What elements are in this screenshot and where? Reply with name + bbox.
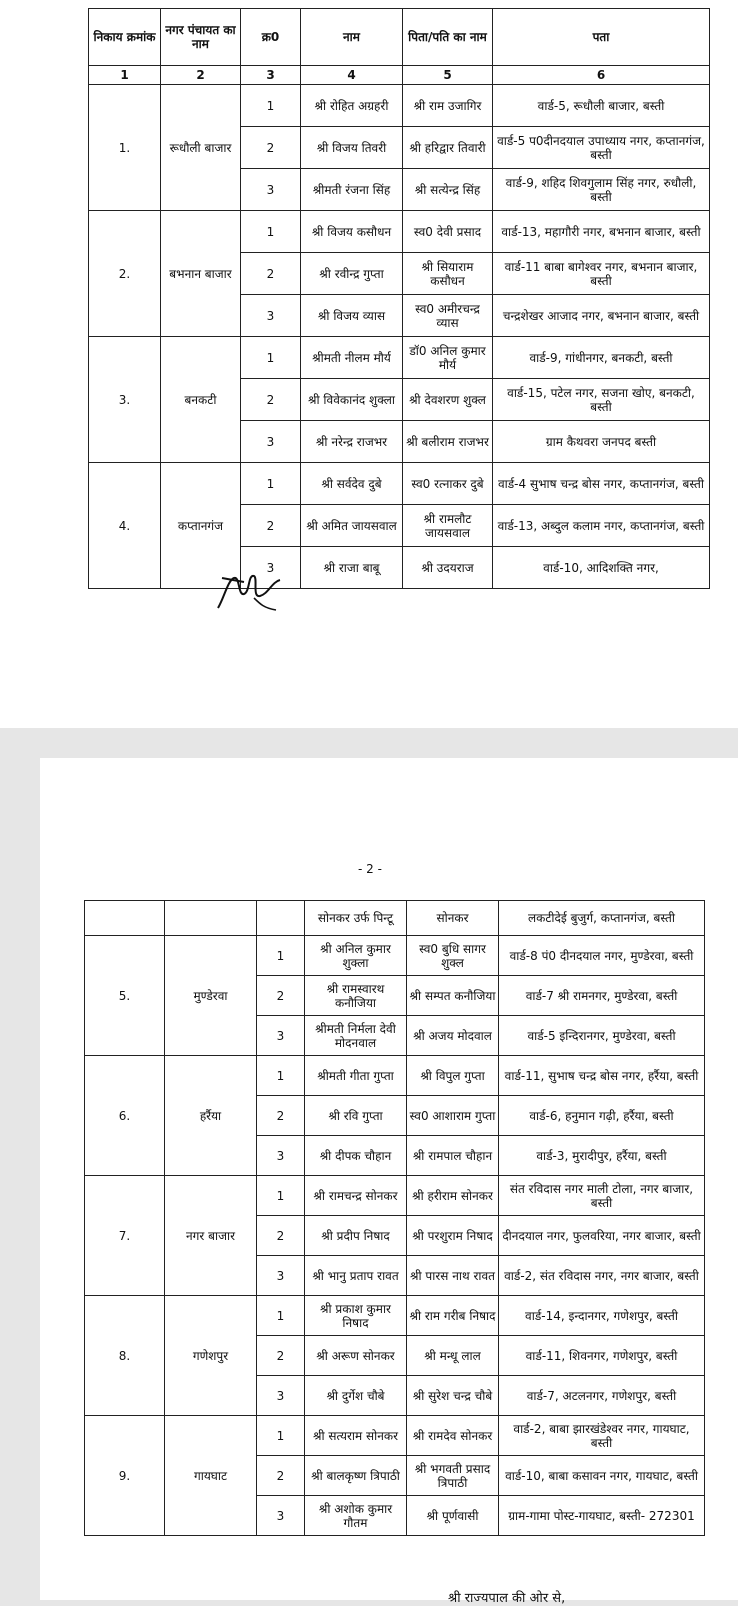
- member-name: सोनकर उर्फ पिन्टू: [305, 901, 407, 936]
- panchayat-name: रूधौली बाजार: [161, 85, 241, 211]
- serial-number: 8.: [85, 1296, 165, 1416]
- member-address: दीनदयाल नगर, फुलवरिया, नगर बाजार, बस्ती: [499, 1216, 705, 1256]
- member-name: श्री अरूण सोनकर: [305, 1336, 407, 1376]
- member-address: वार्ड-15, पटेल नगर, सजना खोए, बनकटी, बस्ती: [493, 379, 710, 421]
- table-row: [85, 1176, 705, 1216]
- row-kr: 1: [257, 936, 305, 976]
- row-kr: 2: [241, 505, 301, 547]
- member-address: वार्ड-5 इन्दिरानगर, मुण्डेरवा, बस्ती: [499, 1016, 705, 1056]
- table-row: [85, 936, 705, 976]
- father-husband-name: श्री सियाराम कसौधन: [403, 253, 493, 295]
- members-table-page-2: [84, 900, 705, 1536]
- empty-cell: [257, 901, 305, 936]
- father-husband-name: सोनकर: [407, 901, 499, 936]
- row-kr: 2: [257, 1216, 305, 1256]
- member-address: लकटीदेई बुजुर्ग, कप्तानगंज, बस्ती: [499, 901, 705, 936]
- member-address: चन्द्रशेखर आजाद नगर, बभनान बाजार, बस्ती: [493, 295, 710, 337]
- member-name: श्री रामस्वारथ कनौजिया: [305, 976, 407, 1016]
- member-address: वार्ड-8 पं0 दीनदयाल नगर, मुण्डेरवा, बस्ती: [499, 936, 705, 976]
- panchayat-name: गणेशपुर: [165, 1296, 257, 1416]
- panchayat-name: बनकटी: [161, 337, 241, 463]
- member-name: श्री भानु प्रताप रावत: [305, 1256, 407, 1296]
- father-husband-name: स्व0 देवी प्रसाद: [403, 211, 493, 253]
- row-kr: 1: [241, 211, 301, 253]
- member-address: ग्राम-गामा पोस्ट-गायघाट, बस्ती- 272301: [499, 1496, 705, 1536]
- member-name: श्री सत्यराम सोनकर: [305, 1416, 407, 1456]
- member-name: श्री रोहित अग्रहरी: [301, 85, 403, 127]
- column-number: 4: [301, 66, 403, 85]
- page-number: - 2 -: [358, 862, 382, 876]
- member-name: श्री अशोक कुमार गौतम: [305, 1496, 407, 1536]
- father-husband-name: श्री विपुल गुप्ता: [407, 1056, 499, 1096]
- serial-number: 9.: [85, 1416, 165, 1536]
- father-husband-name: श्री रामदेव सोनकर: [407, 1416, 499, 1456]
- serial-number: 2.: [89, 211, 161, 337]
- serial-number: 1.: [89, 85, 161, 211]
- father-husband-name: श्री सम्पत कनौजिया: [407, 976, 499, 1016]
- serial-number: 6.: [85, 1056, 165, 1176]
- member-address: वार्ड-6, हनुमान गढ़ी, हर्रैया, बस्ती: [499, 1096, 705, 1136]
- member-name: श्रीमती गीता गुप्ता: [305, 1056, 407, 1096]
- member-address: वार्ड-2, संत रविदास नगर, नगर बाजार, बस्ती: [499, 1256, 705, 1296]
- father-husband-name: श्री रामपाल चौहान: [407, 1136, 499, 1176]
- member-name: श्री प्रदीप निषाद: [305, 1216, 407, 1256]
- father-husband-name: श्री अजय मोदवाल: [407, 1016, 499, 1056]
- row-kr: 3: [257, 1376, 305, 1416]
- member-address: वार्ड-5 प0दीनदयाल उपाध्याय नगर, कप्तानगंज, बस्ती: [493, 127, 710, 169]
- member-name: श्री सर्वदेव दुबे: [301, 463, 403, 505]
- row-kr: 1: [257, 1416, 305, 1456]
- member-name: श्री विजय तिवरी: [301, 127, 403, 169]
- row-kr: 3: [257, 1256, 305, 1296]
- signature-mark: [214, 568, 284, 614]
- member-address: वार्ड-9, गांधीनगर, बनकटी, बस्ती: [493, 337, 710, 379]
- member-address: वार्ड-11, सुभाष चन्द्र बोस नगर, हर्रैया, बस्ती: [499, 1056, 705, 1096]
- row-kr: 1: [257, 1296, 305, 1336]
- member-name: श्री रवीन्द्र गुप्ता: [301, 253, 403, 295]
- member-name: श्री अमित जायसवाल: [301, 505, 403, 547]
- panchayat-name: बभनान बाजार: [161, 211, 241, 337]
- member-address: वार्ड-13, अब्दुल कलाम नगर, कप्तानगंज, बस्ती: [493, 505, 710, 547]
- closing-signatory-line: श्री राज्यपाल की ओर से,: [448, 1591, 566, 1606]
- column-number-row: [89, 66, 710, 85]
- row-kr: 2: [241, 253, 301, 295]
- document-page-2: [40, 758, 738, 1606]
- document-page-1: [0, 0, 738, 728]
- father-husband-name: श्री सुरेश चन्द्र चौबे: [407, 1376, 499, 1416]
- carry-over-row: [85, 901, 705, 936]
- father-husband-name: श्री मन्धू लाल: [407, 1336, 499, 1376]
- member-name: श्री रवि गुप्ता: [305, 1096, 407, 1136]
- row-kr: 2: [257, 1096, 305, 1136]
- column-number: 5: [403, 66, 493, 85]
- member-name: श्री नरेन्द्र राजभर: [301, 421, 403, 463]
- row-kr: 3: [241, 421, 301, 463]
- header-name: नाम: [301, 9, 403, 66]
- member-address: वार्ड-11, शिवनगर, गणेशपुर, बस्ती: [499, 1336, 705, 1376]
- father-husband-name: डॉ0 अनिल कुमार मौर्य: [403, 337, 493, 379]
- header-serial: निकाय क्रमांक: [89, 9, 161, 66]
- table-header-row: [89, 9, 710, 66]
- father-husband-name: श्री पारस नाथ रावत: [407, 1256, 499, 1296]
- member-address: वार्ड-9, शहिद शिवगुलाम सिंह नगर, रुधौली, बस्ती: [493, 169, 710, 211]
- column-number: 1: [89, 66, 161, 85]
- empty-cell: [85, 901, 165, 936]
- father-husband-name: श्री राम उजागिर: [403, 85, 493, 127]
- header-kr: क्र0: [241, 9, 301, 66]
- row-kr: 3: [241, 169, 301, 211]
- row-kr: 1: [241, 337, 301, 379]
- father-husband-name: श्री भगवती प्रसाद त्रिपाठी: [407, 1456, 499, 1496]
- serial-number: 7.: [85, 1176, 165, 1296]
- member-address: वार्ड-11 बाबा बागेश्वर नगर, बभनान बाजार, बस्ती: [493, 253, 710, 295]
- row-kr: 1: [257, 1176, 305, 1216]
- table-row: [89, 85, 710, 127]
- row-kr: 2: [257, 1336, 305, 1376]
- panchayat-name: गायघाट: [165, 1416, 257, 1536]
- father-husband-name: स्व0 अमीरचन्द्र व्यास: [403, 295, 493, 337]
- father-husband-name: श्री रामलौट जायसवाल: [403, 505, 493, 547]
- serial-number: 4.: [89, 463, 161, 589]
- table-row: [89, 211, 710, 253]
- member-name: श्री विजय कसौधन: [301, 211, 403, 253]
- member-name: श्री दीपक चौहान: [305, 1136, 407, 1176]
- header-address: पता: [493, 9, 710, 66]
- row-kr: 2: [241, 379, 301, 421]
- member-address: वार्ड-7, अटलनगर, गणेशपुर, बस्ती: [499, 1376, 705, 1416]
- table-row: [85, 1056, 705, 1096]
- father-husband-name: श्री पूर्णवासी: [407, 1496, 499, 1536]
- member-address: वार्ड-7 श्री रामनगर, मुण्डेरवा, बस्ती: [499, 976, 705, 1016]
- father-husband-name: स्व0 बुधि सागर शुक्ल: [407, 936, 499, 976]
- member-address: वार्ड-13, महागौरी नगर, बभनान बाजार, बस्ती: [493, 211, 710, 253]
- row-kr: 2: [257, 1456, 305, 1496]
- table-row: [85, 1416, 705, 1456]
- member-address: वार्ड-5, रूधौली बाजार, बस्ती: [493, 85, 710, 127]
- father-husband-name: श्री सत्येन्द्र सिंह: [403, 169, 493, 211]
- father-husband-name: श्री परशुराम निषाद: [407, 1216, 499, 1256]
- column-number: 2: [161, 66, 241, 85]
- empty-cell: [165, 901, 257, 936]
- member-address: ग्राम कैथवरा जनपद बस्ती: [493, 421, 710, 463]
- member-name: श्रीमती निर्मला देवी मोदनवाल: [305, 1016, 407, 1056]
- father-husband-name: श्री राम गरीब निषाद: [407, 1296, 499, 1336]
- father-husband-name: स्व0 आशाराम गुप्ता: [407, 1096, 499, 1136]
- member-address: वार्ड-14, इन्दानगर, गणेशपुर, बस्ती: [499, 1296, 705, 1336]
- member-address: वार्ड-10, आदिशक्ति नगर,: [493, 547, 710, 589]
- member-address: वार्ड-10, बाबा कसावन नगर, गायघाट, बस्ती: [499, 1456, 705, 1496]
- member-name: श्रीमती रंजना सिंह: [301, 169, 403, 211]
- panchayat-name: कप्तानगंज: [161, 463, 241, 589]
- member-name: श्री बालकृष्ण त्रिपाठी: [305, 1456, 407, 1496]
- panchayat-name: नगर बाजार: [165, 1176, 257, 1296]
- row-kr: 1: [241, 463, 301, 505]
- row-kr: 3: [257, 1016, 305, 1056]
- row-kr: 3: [257, 1496, 305, 1536]
- serial-number: 5.: [85, 936, 165, 1056]
- column-number: 6: [493, 66, 710, 85]
- member-name: श्री रामचन्द्र सोनकर: [305, 1176, 407, 1216]
- table-row: [89, 463, 710, 505]
- member-address: संत रविदास नगर माली टोला, नगर बाजार, बस्ती: [499, 1176, 705, 1216]
- panchayat-name: मुण्डेरवा: [165, 936, 257, 1056]
- row-kr: 3: [241, 295, 301, 337]
- member-address: वार्ड-3, मुरादीपुर, हर्रैया, बस्ती: [499, 1136, 705, 1176]
- row-kr: 3: [257, 1136, 305, 1176]
- row-kr: 1: [241, 85, 301, 127]
- panchayat-name: हर्रैया: [165, 1056, 257, 1176]
- member-name: श्रीमती नीलम मौर्य: [301, 337, 403, 379]
- member-name: श्री दुर्गेश चौबे: [305, 1376, 407, 1416]
- row-kr: 2: [241, 127, 301, 169]
- father-husband-name: श्री हरिद्वार तिवारी: [403, 127, 493, 169]
- column-number: 3: [241, 66, 301, 85]
- table-row: [89, 337, 710, 379]
- header-panchayat: नगर पंचायत का नाम: [161, 9, 241, 66]
- members-table-page-1: [88, 8, 710, 589]
- member-name: श्री विवेकानंद शुक्ला: [301, 379, 403, 421]
- member-name: श्री अनिल कुमार शुक्ला: [305, 936, 407, 976]
- table-row: [85, 1296, 705, 1336]
- member-name: श्री विजय व्यास: [301, 295, 403, 337]
- member-address: वार्ड-2, बाबा झारखंडेश्वर नगर, गायघाट, बस्ती: [499, 1416, 705, 1456]
- father-husband-name: स्व0 रत्नाकर दुबे: [403, 463, 493, 505]
- member-name: श्री प्रकाश कुमार निषाद: [305, 1296, 407, 1336]
- header-father: पिता/पति का नाम: [403, 9, 493, 66]
- father-husband-name: श्री उदयराज: [403, 547, 493, 589]
- row-kr: 2: [257, 976, 305, 1016]
- member-name: श्री राजा बाबू: [301, 547, 403, 589]
- row-kr: 3: [241, 547, 301, 589]
- father-husband-name: श्री हरीराम सोनकर: [407, 1176, 499, 1216]
- father-husband-name: श्री बलीराम राजभर: [403, 421, 493, 463]
- serial-number: 3.: [89, 337, 161, 463]
- member-address: वार्ड-4 सुभाष चन्द्र बोस नगर, कप्तानगंज, बस्ती: [493, 463, 710, 505]
- father-husband-name: श्री देवशरण शुक्ल: [403, 379, 493, 421]
- row-kr: 1: [257, 1056, 305, 1096]
